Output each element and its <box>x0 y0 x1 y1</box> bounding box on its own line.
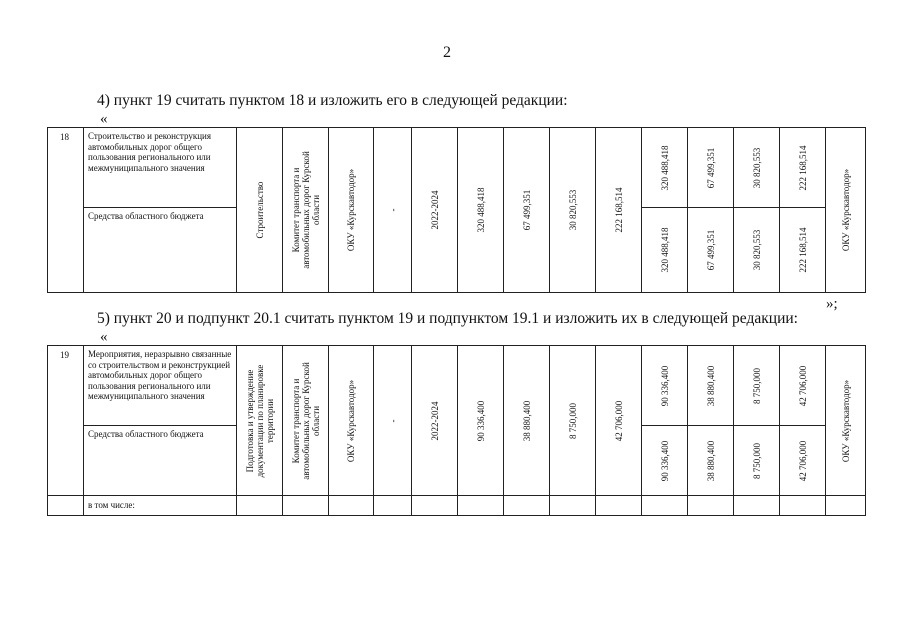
open-quote-2: « <box>100 329 108 345</box>
work-type: Подготовка и утверждение документации по планировке территории <box>244 364 275 477</box>
empty-cell <box>458 496 504 516</box>
bottom-cell-1 <box>642 208 688 293</box>
empty-cell <box>504 496 550 516</box>
bottom-value-1: 90 336,400 <box>659 440 670 481</box>
top-cell-3 <box>734 346 780 426</box>
year-2023-cell <box>550 346 596 496</box>
total-value: 90 336,400 <box>475 400 486 441</box>
year-2022-value: 67 499,351 <box>521 189 532 231</box>
row-number: 18 <box>48 128 84 293</box>
bottom-cell-1 <box>642 426 688 496</box>
empty-cell <box>283 496 329 516</box>
bottom-cell-3 <box>734 426 780 496</box>
close-quote: »; <box>826 296 838 312</box>
bottom-value-3: 8 750,000 <box>751 442 762 479</box>
top-cell-2 <box>688 346 734 426</box>
top-value-3: 8 750,000 <box>751 367 762 404</box>
empty-cell <box>688 496 734 516</box>
empty-cell <box>642 496 688 516</box>
bottom-cell-3 <box>734 208 780 293</box>
empty-cell <box>237 496 283 516</box>
year-2022-value: 38 880,400 <box>521 400 532 441</box>
top-value-1: 320 488,418 <box>659 145 670 190</box>
top-cell-3 <box>734 128 780 208</box>
executor: ОКУ «Курскавтодор» <box>346 168 356 252</box>
executor-cell <box>329 128 374 293</box>
year-2024-cell <box>596 128 642 293</box>
measure-name: Строительство и реконструкция автомобильных дорог общего пользования регионального или межмуниципального значения <box>84 128 237 208</box>
top-value-2: 38 880,400 <box>705 365 716 406</box>
year-2022-cell <box>504 128 550 293</box>
total-cell <box>458 128 504 293</box>
committee-cell <box>283 128 329 293</box>
total-value: 320 488,418 <box>475 187 486 233</box>
top-cell-2 <box>688 128 734 208</box>
empty-cell <box>374 496 412 516</box>
empty-cell <box>826 496 866 516</box>
year-2023-cell <box>550 128 596 293</box>
top-cell-4 <box>780 128 826 208</box>
including-label: в том числе: <box>84 496 237 516</box>
paragraph-5: 5) пункт 20 и подпункт 20.1 считать пунктом 19 и подпунктом 19.1 и изложить их в следующей редакции: <box>97 310 798 327</box>
period: 2022-2024 <box>429 190 440 230</box>
empty-cell <box>329 496 374 516</box>
executor2-cell <box>826 346 866 496</box>
measure-name: Мероприятия, неразрывно связанные со строительством и реконструкцией автомобильных дорог общего пользования регионального или межмуниципального значения <box>84 346 237 426</box>
page-number: 2 <box>443 44 451 61</box>
year-2024-value: 222 168,514 <box>613 187 624 233</box>
top-value-3: 30 820,553 <box>751 147 762 188</box>
table-item-18 <box>47 127 866 293</box>
paragraph-4: 4) пункт 19 считать пунктом 18 и изложить его в следующей редакции: <box>97 92 568 109</box>
period: 2022-2024 <box>429 401 440 440</box>
bottom-cell-4 <box>780 208 826 293</box>
empty-cell <box>596 496 642 516</box>
year-2024-cell <box>596 346 642 496</box>
empty-cell <box>412 496 458 516</box>
open-quote-1: « <box>100 111 108 127</box>
year-2023-value: 30 820,553 <box>567 189 578 231</box>
empty-cell <box>48 496 84 516</box>
dash-cell <box>374 128 412 293</box>
executor: ОКУ «Курскавтодор» <box>346 379 356 462</box>
executor-cell <box>329 346 374 496</box>
executor2: ОКУ «Курскавтодор» <box>840 168 851 252</box>
committee-cell <box>283 346 329 496</box>
committee: Комитет транспорта и автомобильных дорог Курской области <box>290 151 321 269</box>
row-number: 19 <box>48 346 84 496</box>
empty-cell <box>780 496 826 516</box>
dash: - <box>387 419 398 422</box>
work-type: Строительство <box>254 181 265 239</box>
work-type-cell <box>237 346 283 496</box>
bottom-value-3: 30 820,553 <box>751 229 762 271</box>
bottom-cell-2 <box>688 426 734 496</box>
bottom-value-4: 222 168,514 <box>797 227 808 273</box>
top-value-2: 67 499,351 <box>705 147 716 188</box>
bottom-value-2: 38 880,400 <box>705 440 716 481</box>
table-item-19 <box>47 345 866 516</box>
top-value-4: 42 706,000 <box>797 365 808 406</box>
funding-source: Средства областного бюджета <box>84 208 237 293</box>
year-2022-cell <box>504 346 550 496</box>
committee: Комитет транспорта и автомобильных дорог Курской области <box>290 361 321 480</box>
total-cell <box>458 346 504 496</box>
bottom-value-4: 42 706,000 <box>797 440 808 481</box>
executor2: ОКУ «Курскавтодор» <box>840 379 851 462</box>
funding-source: Средства областного бюджета <box>84 426 237 496</box>
bottom-cell-2 <box>688 208 734 293</box>
dash: - <box>387 208 398 212</box>
period-cell <box>412 346 458 496</box>
dash-cell <box>374 346 412 496</box>
work-type-cell <box>237 128 283 293</box>
bottom-value-1: 320 488,418 <box>659 227 670 273</box>
bottom-cell-4 <box>780 426 826 496</box>
year-2023-value: 8 750,000 <box>567 402 578 439</box>
period-cell <box>412 128 458 293</box>
empty-cell <box>550 496 596 516</box>
executor2-cell <box>826 128 866 293</box>
top-cell-4 <box>780 346 826 426</box>
top-value-4: 222 168,514 <box>797 145 808 190</box>
empty-cell <box>734 496 780 516</box>
bottom-value-2: 67 499,351 <box>705 229 716 271</box>
year-2024-value: 42 706,000 <box>613 400 624 441</box>
top-cell-1 <box>642 346 688 426</box>
top-value-1: 90 336,400 <box>659 365 670 406</box>
top-cell-1 <box>642 128 688 208</box>
